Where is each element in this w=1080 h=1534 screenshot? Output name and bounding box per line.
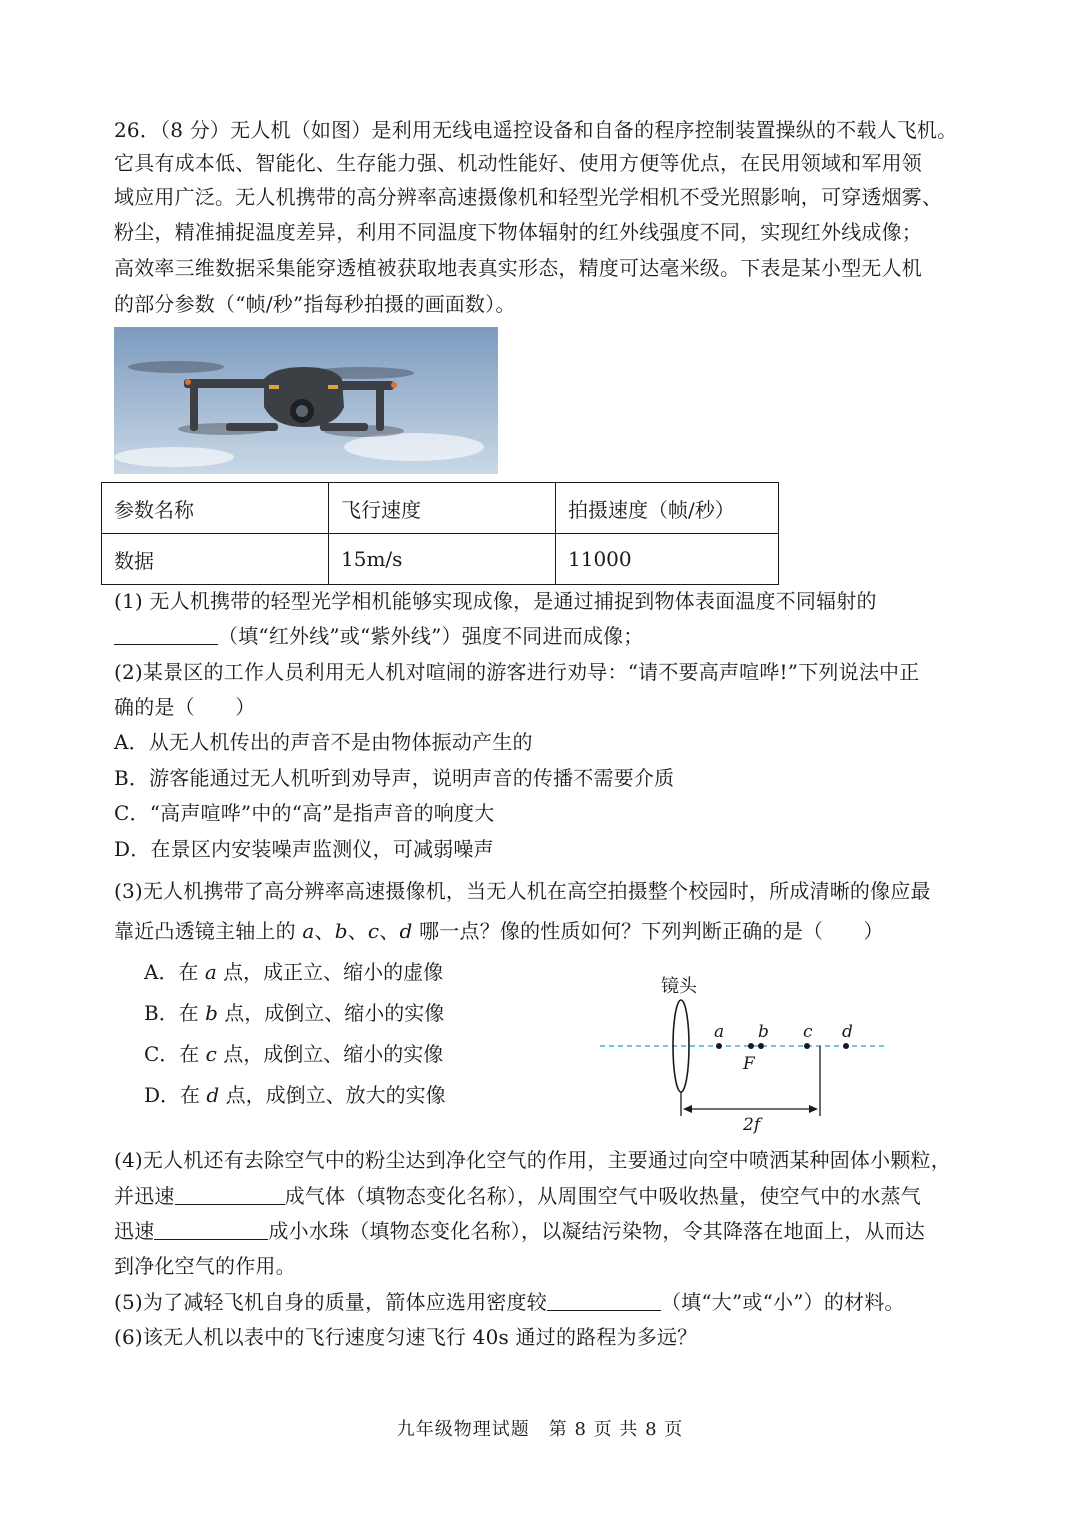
option-text: 点，成倒立、缩小的实像 xyxy=(217,1001,445,1025)
point-c-text: c xyxy=(803,1022,813,1042)
separator: 、 xyxy=(314,919,335,943)
question-26-line: 高效率三维数据采集能穿透植被获取地表真实形态，精度可达毫米级。下表是某小型无人机 xyxy=(114,256,922,280)
option-text: A．在 xyxy=(144,960,205,984)
q4-text: 成气体（填物态变化名称），从周围空气中吸收热量，使空气中的水蒸气 xyxy=(284,1184,922,1208)
page-footer: 九年级物理试题 第 8 页 共 8 页 xyxy=(396,1419,684,1440)
option-text: D．在 xyxy=(144,1083,207,1107)
question-26-line: 26．（8 分）无人机（如图）是利用无线电遥控设备和自备的程序控制装置操纵的不载人飞机。 xyxy=(114,118,958,142)
table-header-row xyxy=(102,483,779,534)
table-cell: 11000 xyxy=(556,534,779,585)
q2-option: C．“高声喧哗”中的“高”是指声音的响度大 xyxy=(114,801,495,825)
question-26-line: 的部分参数（“帧/秒”指每秒拍摄的画面数）。 xyxy=(114,292,516,316)
q4-line xyxy=(114,1216,925,1246)
table-cell: 数据 xyxy=(102,534,329,585)
point-c xyxy=(804,1043,810,1049)
q2-option: A．从无人机传出的声音不是由物体振动产生的 xyxy=(114,730,533,754)
lens-diagram xyxy=(595,970,895,1135)
drone-illustration xyxy=(114,327,498,474)
lens-label: 镜头 xyxy=(661,976,697,997)
point-b-label: b xyxy=(334,919,348,943)
distance-label: 2f xyxy=(743,1115,761,1135)
option-text: 点，成倒立、放大的实像 xyxy=(219,1083,446,1107)
point-a-label: a xyxy=(302,919,315,943)
question-26-line: 粉尘，精准捕捉温度差异，利用不同温度下物体辐射的红外线强度不同，实现红外线成像； xyxy=(114,220,922,244)
option-point: d xyxy=(206,1083,220,1107)
q3-text: 靠近凸透镜主轴上的 xyxy=(114,919,303,943)
q3-option xyxy=(144,998,444,1028)
option-text: 点，成倒立、缩小的实像 xyxy=(216,1042,444,1066)
point-a xyxy=(716,1043,722,1049)
answer-blank[interactable] xyxy=(154,1217,268,1240)
option-point: c xyxy=(205,1042,217,1066)
drone-parameters-table xyxy=(101,482,779,585)
point-a-text: a xyxy=(714,1022,725,1042)
arrow-head-right xyxy=(809,1105,818,1113)
q3-line xyxy=(114,916,884,946)
q4-text: 并迅速 xyxy=(114,1184,175,1208)
question-26-line: 它具有成本低、智能化、生存能力强、机动性能好、使用方便等优点，在民用领域和军用领 xyxy=(114,151,922,175)
point-d xyxy=(843,1043,849,1049)
table-cell: 15m/s xyxy=(329,534,556,585)
option-text: 点，成正立、缩小的虚像 xyxy=(216,960,444,984)
q2-line: (2)某景区的工作人员利用无人机对喧闹的游客进行劝导：“请不要高声喧哗!”下列说法中正 xyxy=(114,660,920,684)
q3-option xyxy=(144,957,443,987)
q4-line: (4)无人机还有去除空气中的粉尘达到净化空气的作用，主要通过向空中喷洒某种固体小颗粒， xyxy=(114,1148,951,1172)
answer-blank[interactable] xyxy=(547,1288,661,1311)
q2-option: D．在景区内安装噪声监测仪，可减弱噪声 xyxy=(114,837,494,861)
q1-line: (1) 无人机携带的轻型光学相机能够实现成像，是通过捕捉到物体表面温度不同辐射的 xyxy=(114,589,877,613)
point-b xyxy=(758,1043,764,1049)
q6-line: (6)该无人机以表中的飞行速度匀速飞行 40s 通过的路程为多远？ xyxy=(114,1325,698,1349)
q5-text: (5)为了减轻飞机自身的质量，箭体应选用密度较 xyxy=(114,1290,547,1314)
point-b-text: b xyxy=(758,1022,769,1042)
focus-label: F xyxy=(743,1054,755,1074)
q3-text: 哪一点？像的性质如何？下列判断正确的是（ ） xyxy=(412,919,884,943)
option-text: C．在 xyxy=(144,1042,206,1066)
option-point: a xyxy=(204,960,217,984)
table-header-cell: 拍摄速度（帧/秒） xyxy=(556,483,779,534)
answer-blank[interactable] xyxy=(175,1182,285,1205)
point-d-text: d xyxy=(842,1022,853,1042)
q1-line xyxy=(114,621,644,651)
option-point: b xyxy=(205,1001,218,1025)
arrow-head-left xyxy=(683,1105,692,1113)
q5-line xyxy=(114,1287,905,1317)
point-d-label: d xyxy=(399,919,413,943)
drone-photo xyxy=(114,327,498,474)
q3-option xyxy=(144,1039,443,1069)
table-header-cell: 参数名称 xyxy=(102,483,329,534)
q3-option xyxy=(144,1080,446,1110)
table-header-cell: 飞行速度 xyxy=(329,483,556,534)
q2-option: B．游客能通过无人机听到劝导声，说明声音的传播不需要介质 xyxy=(114,766,675,790)
separator: 、 xyxy=(379,919,400,943)
q5-text: （填“大”或“小”）的材料。 xyxy=(660,1290,905,1314)
option-text: B．在 xyxy=(144,1001,206,1025)
separator: 、 xyxy=(347,919,368,943)
q4-text: 迅速 xyxy=(114,1219,155,1243)
answer-blank[interactable] xyxy=(114,622,218,645)
table-row xyxy=(102,534,779,585)
point-c-label: c xyxy=(367,919,380,943)
q4-line xyxy=(114,1181,921,1211)
q1-hint: （填“红外线”或“紫外线”）强度不同进而成像； xyxy=(218,624,644,648)
q4-text: 成小水珠（填物态变化名称），以凝结污染物，令其降落在地面上，从而达 xyxy=(268,1219,926,1243)
question-26-line: 域应用广泛。无人机携带的高分辨率高速摄像机和轻型光学相机不受光照影响，可穿透烟雾、 xyxy=(114,185,943,209)
q3-line: (3)无人机携带了高分辨率高速摄像机，当无人机在高空拍摄整个校园时，所成清晰的像应最 xyxy=(114,879,931,903)
point-f xyxy=(748,1043,754,1049)
q4-line: 到净化空气的作用。 xyxy=(114,1254,296,1278)
q2-line: 确的是（ ） xyxy=(114,695,256,719)
